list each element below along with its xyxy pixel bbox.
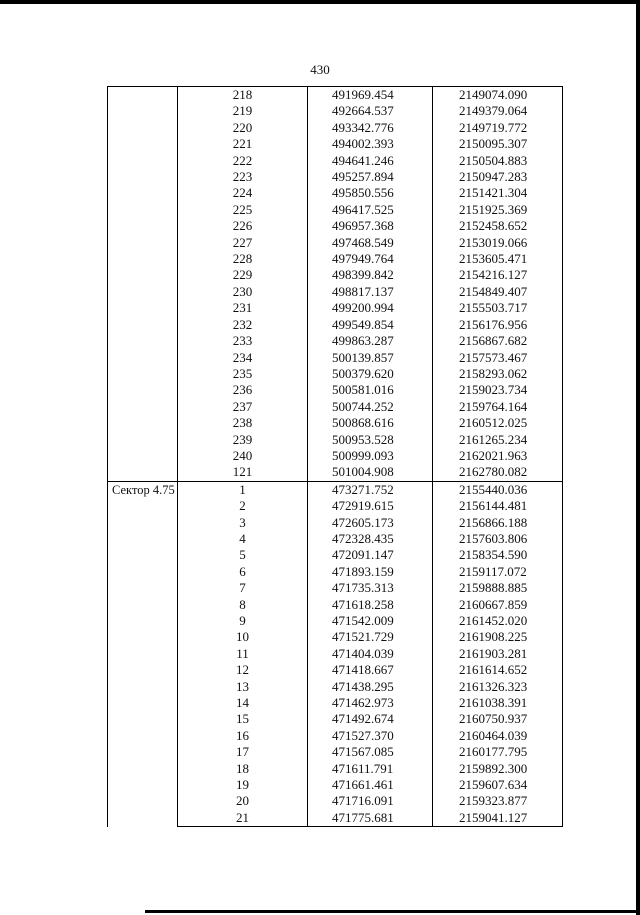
y-coordinate-cell: 2150504.883 [433, 153, 563, 169]
x-coordinate-cell: 472605.173 [308, 515, 433, 531]
y-coordinate-cell: 2150095.307 [433, 136, 563, 152]
x-coordinate-cell: 471438.295 [308, 679, 433, 695]
x-coordinate-cell: 471735.313 [308, 580, 433, 596]
page-number: 430 [310, 62, 330, 77]
y-coordinate-cell: 2159041.127 [433, 810, 563, 827]
point-number-cell: 225 [178, 202, 308, 218]
point-number-cell: 230 [178, 284, 308, 300]
y-coordinate-cell: 2159117.072 [433, 564, 563, 580]
point-number-cell: 19 [178, 777, 308, 793]
point-number-cell: 236 [178, 382, 308, 398]
point-number-cell: 237 [178, 399, 308, 415]
scan-border-top [0, 0, 638, 4]
y-coordinate-cell: 2161614.652 [433, 662, 563, 678]
y-coordinate-cell: 2159023.734 [433, 382, 563, 398]
x-coordinate-cell: 499549.854 [308, 317, 433, 333]
x-coordinate-cell: 471775.681 [308, 810, 433, 827]
y-coordinate-cell: 2160512.025 [433, 415, 563, 431]
x-coordinate-cell: 471661.461 [308, 777, 433, 793]
point-number-cell: 221 [178, 136, 308, 152]
y-coordinate-cell: 2159892.300 [433, 761, 563, 777]
x-coordinate-cell: 471542.009 [308, 613, 433, 629]
y-coordinate-cell: 2156867.682 [433, 333, 563, 349]
point-number-cell: 1 [178, 481, 308, 498]
point-number-cell: 15 [178, 711, 308, 727]
x-coordinate-cell: 498817.137 [308, 284, 433, 300]
x-coordinate-cell: 501004.908 [308, 464, 433, 481]
x-coordinate-cell: 497468.549 [308, 235, 433, 251]
y-coordinate-cell: 2160177.795 [433, 744, 563, 760]
x-coordinate-cell: 499863.287 [308, 333, 433, 349]
y-coordinate-cell: 2162780.082 [433, 464, 563, 481]
x-coordinate-cell: 494002.393 [308, 136, 433, 152]
coordinates-table [107, 86, 563, 827]
table-row [108, 481, 563, 498]
y-coordinate-cell: 2154216.127 [433, 267, 563, 283]
x-coordinate-cell: 495257.894 [308, 169, 433, 185]
y-coordinate-cell: 2159607.634 [433, 777, 563, 793]
y-coordinate-cell: 2161326.323 [433, 679, 563, 695]
x-coordinate-cell: 471567.085 [308, 744, 433, 760]
x-coordinate-cell: 496957.368 [308, 218, 433, 234]
x-coordinate-cell: 493342.776 [308, 120, 433, 136]
x-coordinate-cell: 492664.537 [308, 103, 433, 119]
x-coordinate-cell: 500139.857 [308, 350, 433, 366]
x-coordinate-cell: 472091.147 [308, 547, 433, 563]
y-coordinate-cell: 2153019.066 [433, 235, 563, 251]
point-number-cell: 11 [178, 646, 308, 662]
point-number-cell: 8 [178, 597, 308, 613]
point-number-cell: 21 [178, 810, 308, 827]
x-coordinate-cell: 473271.752 [308, 481, 433, 498]
x-coordinate-cell: 500744.252 [308, 399, 433, 415]
x-coordinate-cell: 498399.842 [308, 267, 433, 283]
x-coordinate-cell: 500953.528 [308, 432, 433, 448]
point-number-cell: 7 [178, 580, 308, 596]
x-coordinate-cell: 495850.556 [308, 185, 433, 201]
point-number-cell: 14 [178, 695, 308, 711]
point-number-cell: 231 [178, 300, 308, 316]
coordinates-table-body [108, 87, 563, 827]
x-coordinate-cell: 500868.616 [308, 415, 433, 431]
y-coordinate-cell: 2162021.963 [433, 448, 563, 464]
point-number-cell: 9 [178, 613, 308, 629]
point-number-cell: 234 [178, 350, 308, 366]
y-coordinate-cell: 2161908.225 [433, 629, 563, 645]
point-number-cell: 18 [178, 761, 308, 777]
point-number-cell: 3 [178, 515, 308, 531]
y-coordinate-cell: 2155440.036 [433, 481, 563, 498]
y-coordinate-cell: 2158293.062 [433, 366, 563, 382]
point-number-cell: 240 [178, 448, 308, 464]
x-coordinate-cell: 491969.454 [308, 87, 433, 104]
x-coordinate-cell: 500379.620 [308, 366, 433, 382]
y-coordinate-cell: 2158354.590 [433, 547, 563, 563]
x-coordinate-cell: 471618.258 [308, 597, 433, 613]
x-coordinate-cell: 471716.091 [308, 793, 433, 809]
point-number-cell: 226 [178, 218, 308, 234]
point-number-cell: 10 [178, 629, 308, 645]
point-number-cell: 232 [178, 317, 308, 333]
point-number-cell: 239 [178, 432, 308, 448]
y-coordinate-cell: 2149719.772 [433, 120, 563, 136]
sector-name-cell: Сектор 4.75 [108, 481, 178, 827]
point-number-cell: 229 [178, 267, 308, 283]
point-number-cell: 238 [178, 415, 308, 431]
y-coordinate-cell: 2156866.188 [433, 515, 563, 531]
x-coordinate-cell: 500581.016 [308, 382, 433, 398]
point-number-cell: 224 [178, 185, 308, 201]
scan-border-right [636, 0, 640, 915]
y-coordinate-cell: 2161265.234 [433, 432, 563, 448]
y-coordinate-cell: 2150947.283 [433, 169, 563, 185]
point-number-cell: 219 [178, 103, 308, 119]
y-coordinate-cell: 2160750.937 [433, 711, 563, 727]
point-number-cell: 222 [178, 153, 308, 169]
y-coordinate-cell: 2159888.885 [433, 580, 563, 596]
y-coordinate-cell: 2153605.471 [433, 251, 563, 267]
x-coordinate-cell: 471492.674 [308, 711, 433, 727]
point-number-cell: 218 [178, 87, 308, 104]
y-coordinate-cell: 2159323.877 [433, 793, 563, 809]
x-coordinate-cell: 471893.159 [308, 564, 433, 580]
point-number-cell: 6 [178, 564, 308, 580]
y-coordinate-cell: 2152458.652 [433, 218, 563, 234]
y-coordinate-cell: 2157573.467 [433, 350, 563, 366]
point-number-cell: 4 [178, 531, 308, 547]
point-number-cell: 16 [178, 728, 308, 744]
x-coordinate-cell: 471418.667 [308, 662, 433, 678]
y-coordinate-cell: 2156144.481 [433, 498, 563, 514]
x-coordinate-cell: 471462.973 [308, 695, 433, 711]
point-number-cell: 20 [178, 793, 308, 809]
point-number-cell: 223 [178, 169, 308, 185]
point-number-cell: 5 [178, 547, 308, 563]
point-number-cell: 228 [178, 251, 308, 267]
y-coordinate-cell: 2157603.806 [433, 531, 563, 547]
y-coordinate-cell: 2161038.391 [433, 695, 563, 711]
y-coordinate-cell: 2160464.039 [433, 728, 563, 744]
y-coordinate-cell: 2160667.859 [433, 597, 563, 613]
sector-name-cell [108, 87, 178, 482]
x-coordinate-cell: 500999.093 [308, 448, 433, 464]
y-coordinate-cell: 2154849.407 [433, 284, 563, 300]
x-coordinate-cell: 496417.525 [308, 202, 433, 218]
point-number-cell: 227 [178, 235, 308, 251]
point-number-cell: 2 [178, 498, 308, 514]
y-coordinate-cell: 2161452.020 [433, 613, 563, 629]
point-number-cell: 233 [178, 333, 308, 349]
y-coordinate-cell: 2156176.956 [433, 317, 563, 333]
y-coordinate-cell: 2149074.090 [433, 87, 563, 104]
x-coordinate-cell: 494641.246 [308, 153, 433, 169]
y-coordinate-cell: 2161903.281 [433, 646, 563, 662]
x-coordinate-cell: 497949.764 [308, 251, 433, 267]
point-number-cell: 235 [178, 366, 308, 382]
x-coordinate-cell: 472328.435 [308, 531, 433, 547]
y-coordinate-cell: 2149379.064 [433, 103, 563, 119]
point-number-cell: 220 [178, 120, 308, 136]
y-coordinate-cell: 2155503.717 [433, 300, 563, 316]
point-number-cell: 13 [178, 679, 308, 695]
x-coordinate-cell: 499200.994 [308, 300, 433, 316]
x-coordinate-cell: 471404.039 [308, 646, 433, 662]
x-coordinate-cell: 472919.615 [308, 498, 433, 514]
point-number-cell: 121 [178, 464, 308, 481]
table-row [108, 87, 563, 104]
x-coordinate-cell: 471611.791 [308, 761, 433, 777]
x-coordinate-cell: 471527.370 [308, 728, 433, 744]
point-number-cell: 17 [178, 744, 308, 760]
y-coordinate-cell: 2151421.304 [433, 185, 563, 201]
y-coordinate-cell: 2151925.369 [433, 202, 563, 218]
scan-border-bottom [145, 910, 640, 913]
y-coordinate-cell: 2159764.164 [433, 399, 563, 415]
point-number-cell: 12 [178, 662, 308, 678]
x-coordinate-cell: 471521.729 [308, 629, 433, 645]
